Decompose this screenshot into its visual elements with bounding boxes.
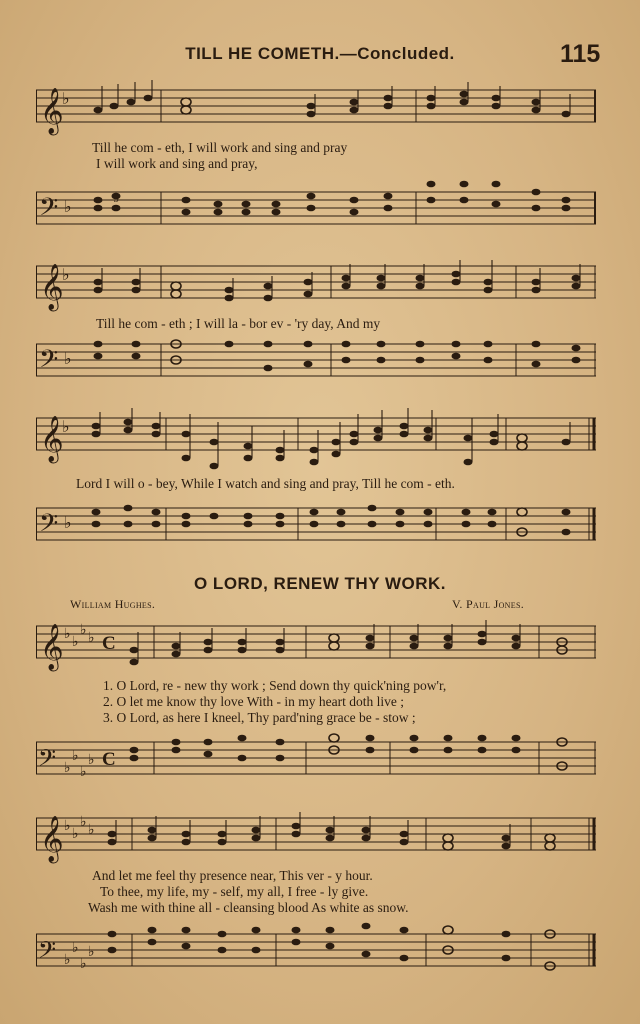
svg-text:♭: ♭ xyxy=(88,822,95,838)
hymn1-system3-treble-staff xyxy=(36,408,596,474)
svg-text:♭: ♭ xyxy=(72,748,79,764)
svg-text:♭: ♭ xyxy=(64,818,71,834)
svg-text:𝄞: 𝄞 xyxy=(40,624,64,670)
hymn2-system1-treble-staff xyxy=(36,616,596,676)
svg-text:𝄢: 𝄢 xyxy=(38,936,57,969)
hymn2-system1-verse-3: 3. O Lord, as here I kneel, Thy pard'ning grace be - stow ; xyxy=(103,710,416,725)
hymn1-system2-lyric: Till he com - eth ; I will la - bor ev - 'ry day, And my xyxy=(96,316,381,331)
svg-text:𝄞: 𝄞 xyxy=(40,88,64,134)
hymn2-system1-verse-1: 1. O Lord, re - new thy work ; Send down thy quick'ning pow'r, xyxy=(103,678,447,693)
hymn2-system1-bass-staff xyxy=(36,728,596,784)
svg-text:𝄞: 𝄞 xyxy=(40,816,64,862)
svg-text:♭: ♭ xyxy=(62,265,70,284)
svg-text:𝄢: 𝄢 xyxy=(39,193,59,228)
svg-text:♭: ♭ xyxy=(64,197,72,216)
svg-text:♭: ♭ xyxy=(80,814,87,830)
hymn2-system2-bass-staff xyxy=(36,920,596,980)
svg-text:♭: ♭ xyxy=(64,513,72,532)
svg-text:♭: ♭ xyxy=(80,764,87,780)
hymn1-system2-bass-staff xyxy=(36,330,596,386)
svg-text:♭: ♭ xyxy=(80,622,87,638)
svg-text:♭: ♭ xyxy=(64,952,71,968)
hymn2-system2-verse-2: To thee, my life, my - self, my all, I free - ly give. xyxy=(100,884,369,899)
svg-text:♭: ♭ xyxy=(72,634,79,650)
hymn2-system2-verse-3: Wash me with thine all - cleansing blood As white as snow. xyxy=(88,900,409,915)
hymn1-system3-lyric: Lord I will o - bey, While I watch and sing and pray, Till he com - eth. xyxy=(76,476,455,491)
page-number: 115 xyxy=(560,40,601,68)
hymn1-system1-lyric-1: Till he com - eth, I will work and sing and pray xyxy=(92,140,348,155)
svg-text:♭: ♭ xyxy=(80,956,87,972)
svg-text:♭: ♭ xyxy=(88,752,95,768)
svg-text:C: C xyxy=(102,749,116,770)
hymn2-author: William Hughes. xyxy=(70,597,156,611)
svg-text:♭: ♭ xyxy=(62,89,70,108)
hymn1-system1-treble-staff xyxy=(36,80,596,140)
hymn1-system1-lyric-2: I will work and sing and pray, xyxy=(96,156,258,171)
svg-text:𝄞: 𝄞 xyxy=(40,264,64,310)
svg-text:𝄢: 𝄢 xyxy=(39,345,59,380)
hymn2-system2-verse-1: And let me feel thy presence near, This ver - y hour. xyxy=(92,868,373,883)
svg-text:♭: ♭ xyxy=(64,349,72,368)
hymn1-system1-bass-staff xyxy=(36,178,596,238)
hymn2-system2-treble-staff xyxy=(36,808,596,868)
hymn2-composer: V. Paul Jones. xyxy=(452,597,524,611)
svg-text:♭: ♭ xyxy=(72,940,79,956)
svg-text:𝄞: 𝄞 xyxy=(40,416,64,462)
svg-text:♭: ♭ xyxy=(64,760,71,776)
svg-text:♭: ♭ xyxy=(62,417,70,436)
svg-text:C: C xyxy=(102,633,116,654)
hymn1-system3-bass-staff xyxy=(36,494,596,550)
svg-text:♭: ♭ xyxy=(72,826,79,842)
triplet-mark: 3 xyxy=(114,194,119,205)
hymn2-system1-verse-2: 2. O let me know thy love With - in my heart doth live ; xyxy=(103,694,405,709)
hymn1-title: TILL HE COMETH.—Concluded. xyxy=(185,44,455,63)
svg-text:𝄢: 𝄢 xyxy=(38,744,57,777)
svg-text:♭: ♭ xyxy=(64,626,71,642)
svg-text:♭: ♭ xyxy=(88,944,95,960)
svg-text:♭: ♭ xyxy=(88,630,95,646)
hymn1-system2-treble-staff xyxy=(36,256,596,312)
hymn2-title: O LORD, RENEW THY WORK. xyxy=(193,574,446,593)
svg-text:𝄢: 𝄢 xyxy=(39,509,59,544)
